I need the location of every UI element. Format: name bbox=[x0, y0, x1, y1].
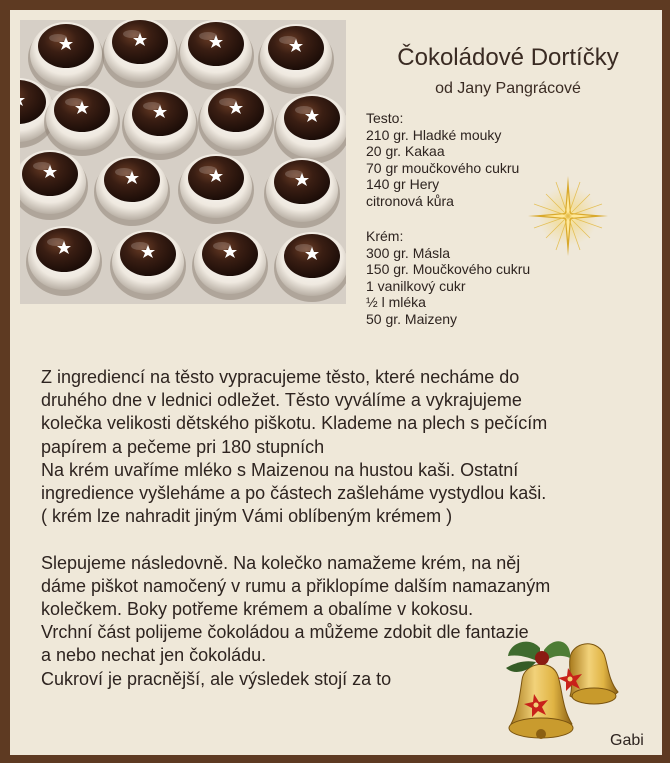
instruction-line: ingredience vyšleháme a po částech zašleháme vystydlou kaši. bbox=[41, 483, 547, 504]
recipe-author: od Jany Pangrácové bbox=[435, 80, 581, 97]
instruction-line bbox=[41, 528, 661, 551]
ingredient-item: citronová kůra bbox=[366, 192, 454, 209]
instruction-line: Cukroví je pracnější, ale výsledek stojí za to bbox=[41, 668, 392, 689]
cakes-photo bbox=[20, 20, 346, 304]
instruction-line: Vrchní část polijeme čokoládou a můžeme zdobit dle fantazie bbox=[41, 622, 529, 643]
gold-star-icon bbox=[526, 174, 610, 258]
ingredient-item: 1 vanilkový cukr bbox=[366, 277, 466, 294]
christmas-bells-icon bbox=[500, 628, 620, 750]
instruction-line: kolečkem. Boky potřeme krémem a obalíme v kokosu. bbox=[41, 599, 474, 620]
cream-ingredients bbox=[366, 228, 530, 327]
ingredient-item: 150 gr. Moučkového cukru bbox=[366, 261, 531, 277]
dough-heading: Testo: bbox=[366, 110, 404, 126]
ingredient-item: 210 gr. Hladké mouky bbox=[366, 126, 502, 143]
instruction-line: kolečka velikosti dětského piškotu. Klademe na plech s pečícím bbox=[41, 413, 548, 434]
ingredient-item: 50 gr. Maizeny bbox=[366, 310, 458, 327]
signature: Gabi bbox=[610, 732, 644, 749]
recipe-title: Čokoládové Dortíčky bbox=[397, 44, 619, 71]
instruction-line: Z ingrediencí na těsto vypracujeme těsto, které necháme do bbox=[41, 367, 520, 387]
ingredient-item: 300 gr. Másla bbox=[366, 244, 451, 261]
cakes-photo-illustration bbox=[20, 20, 346, 304]
instruction-line: dáme piškot namočený v rumu a přiklopíme dalším namazaným bbox=[41, 575, 551, 596]
ingredient-item: ½ l mléka bbox=[366, 294, 426, 310]
instruction-line: Na krém uvaříme mléko s Maizenou na hustou kaši. Ostatní bbox=[41, 459, 519, 480]
instruction-line: a nebo nechat jen čokoládu. bbox=[41, 645, 267, 666]
ingredient-item: 70 gr moučkového cukru bbox=[366, 159, 520, 176]
dough-ingredients bbox=[366, 110, 519, 209]
ingredient-item: 140 gr Hery bbox=[366, 176, 440, 192]
instruction-line: Slepujeme následovně. Na kolečko namažeme krém, na něj bbox=[41, 552, 521, 573]
instruction-line: druhého dne v lednici odležet. Těsto vyválíme a vykrajujeme bbox=[41, 390, 522, 411]
ingredient-item: 20 gr. Kakaa bbox=[366, 143, 445, 159]
instruction-line: ( krém lze nahradit jiným Vámi oblíbeným krémem ) bbox=[41, 506, 453, 527]
instruction-line: papírem a pečeme pri 180 stupních bbox=[41, 436, 325, 457]
cream-heading: Krém: bbox=[366, 228, 404, 244]
